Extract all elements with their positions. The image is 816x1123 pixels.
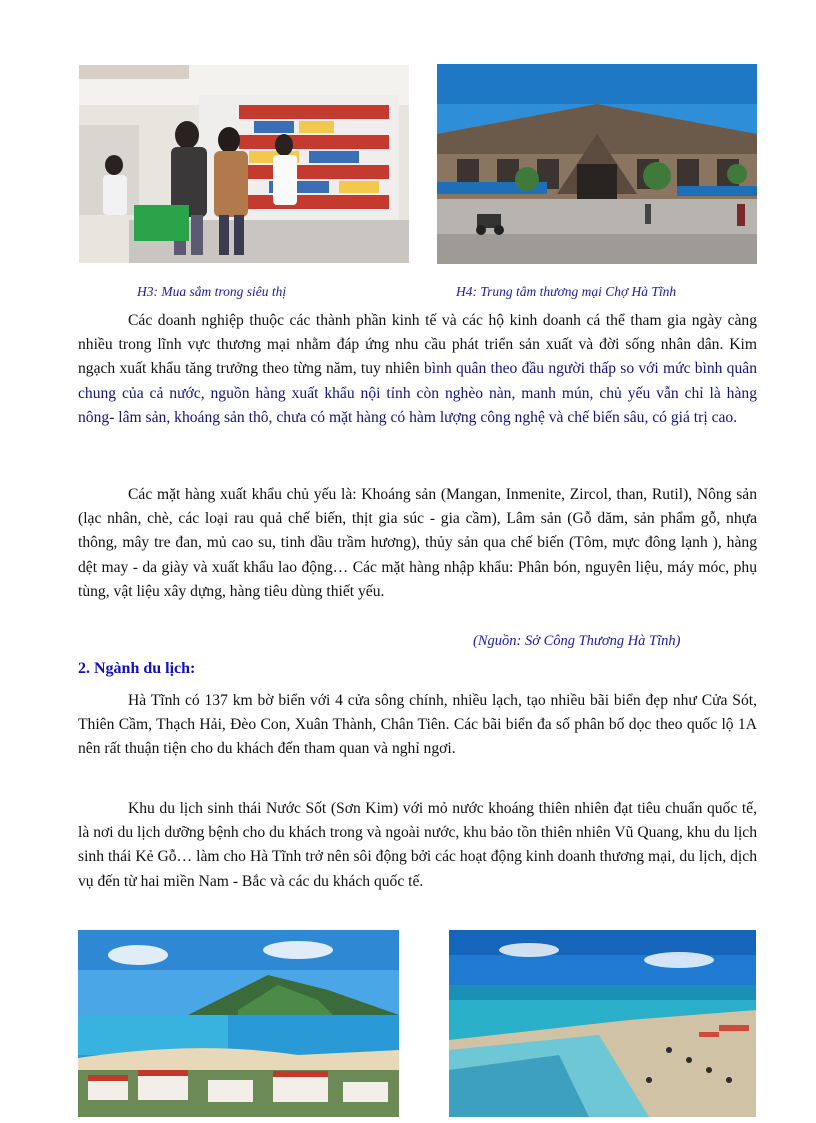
- paragraph-ecotourism: Khu du lịch sinh thái Nước Sốt (Sơn Kim) với mỏ nước khoáng thiên nhiên đạt tiêu chuẩn quốc tế, là nơi du lịch dưỡng bệnh cho du khách trong và ngoài nước, khu bảo tồn thiên nhiên Vũ Quang, khu du lịch sinh thái Kẻ Gỗ… làm cho Hà Tĩnh trở nên sôi động bởi các hoạt động kinh doanh thương mại, du lịch, dịch vụ đến từ hai miền Nam - Bắc và các du khách quốc tế.: [78, 800, 757, 890]
- beach-shore-photo: [449, 930, 756, 1117]
- paragraph-commerce-part1: Các doanh nghiệp thuộc các thành phần kinh tế và các hộ kinh doanh cá thể tham gia ngày càng nhiều trong lĩnh vực thương mại nhằm đáp ứng nhu cầu phát triển sản xuất và đời sống nhân dân. Kim ngạch xuất khẩu tăng trưởng theo từng năm, tuy nhiên: [78, 312, 757, 378]
- source-note: (Nguồn: Sở Công Thương Hà Tĩnh): [473, 633, 681, 649]
- paragraph-commerce-part2: bình quân theo đầu người thấp so với mức bình quân chung của cả nước, nguồn hàng xuất khẩu nội tỉnh còn nghèo nàn, manh mún, chủ yếu vẫn chỉ là hàng nông- lâm sản, khoáng sản thô, chưa có mặt hàng có hàm lượng công nghệ và chế biến sâu, có giá trị cao.: [78, 360, 757, 426]
- paragraph-commerce: [78, 309, 757, 430]
- paragraph-beaches: Hà Tĩnh có 137 km bờ biển với 4 cửa sông chính, nhiều lạch, tạo nhiều bãi biển đẹp như Cửa Sót, Thiên Cầm, Thạch Hải, Đèo Con, Xuân Thành, Chân Tiên. Các bãi biển đa số phân bố dọc theo quốc lộ 1A nên rất thuận tiện cho du khách đến tham quan và nghỉ ngơi.: [78, 692, 757, 758]
- coastal-town-photo: [78, 930, 399, 1117]
- supermarket-photo: [79, 65, 409, 263]
- caption-h3: H3: Mua sắm trong siêu thị: [137, 284, 287, 299]
- paragraph-export-goods: Các mặt hàng xuất khẩu chủ yếu là: Khoáng sản (Mangan, Inmenite, Zircol, than, Rutil), Nông sản (lạc nhân, chè, các loại rau quả chế biến, thịt gia súc - gia cầm), Lâm sản (Gỗ dăm, sản phẩm gỗ, nhựa thông, mây tre đan, mủ cao su, tinh dầu trầm hương), thủy sản qua chế biến (Tôm, mực đông lạnh ), hàng dệt may - da giày và xuất khẩu lao động… Các mặt hàng nhập khẩu: Phân bón, nguyên liệu, máy móc, phụ tùng, vật liệu xây dựng, hàng tiêu dùng thiết yếu.: [78, 486, 757, 600]
- market-center-photo: [437, 64, 757, 264]
- caption-h4: H4: Trung tâm thương mại Chợ Hà Tĩnh: [456, 284, 677, 299]
- section-heading-tourism: 2. Ngành du lịch:: [78, 660, 196, 677]
